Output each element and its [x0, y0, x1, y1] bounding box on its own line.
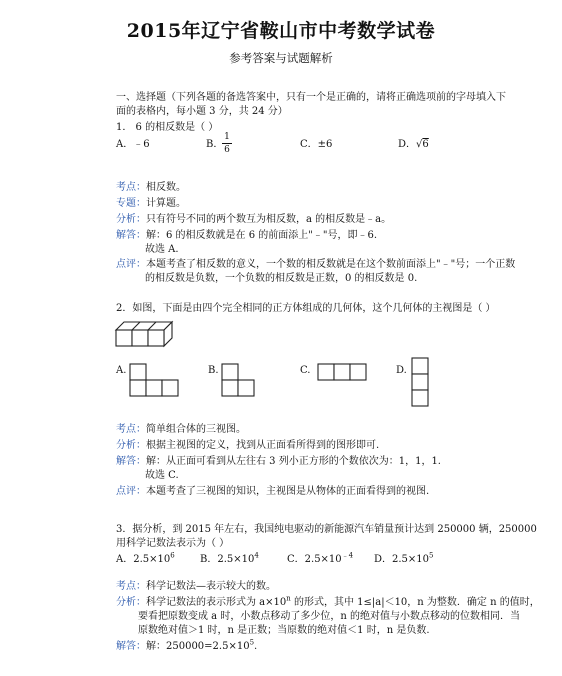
q3-option-b-exp: 4 [254, 551, 259, 560]
q1-zhuanti-tag: 专题： [116, 198, 146, 209]
q1-jieda-text: 解：6 的相反数就是在 6 的前面添上"﹣"号，即﹣6. [146, 230, 378, 241]
q2-jieda-tag: 解答： [116, 456, 146, 467]
page-title: 2015年辽宁省鞍山市中考数学试卷 [126, 20, 436, 42]
q2-jieda-line2: 故选 C. [145, 470, 179, 481]
q3-option-d-text: D．2.5×10 [374, 554, 430, 565]
q3-fenxi-line2: 要看把原数变成 a 时，小数点移动了多少位，n 的绝对值与小数点移动的位数相同．当 [138, 611, 520, 622]
q1-zhuanti [116, 197, 186, 210]
q2-option-c: C. [300, 365, 311, 376]
q2-option-d: D. [396, 365, 407, 376]
q2-option-a: A. [116, 365, 127, 376]
q2-stem: 2．如图，下面是由四个完全相同的正方体组成的几何体，这个几何体的主视图是（ ） [116, 303, 496, 314]
q1-option-c: C．±6 [300, 139, 333, 150]
q3-option-d-exp: 5 [429, 551, 434, 560]
q1-option-d-value: 6 [422, 139, 429, 150]
q1-option-a: A．﹣6 [116, 139, 150, 150]
q2-kaodian-tag: 考点： [116, 424, 146, 435]
page-subtitle: 参考答案与试题解析 [229, 51, 333, 65]
q2-fenxi [116, 439, 379, 452]
q3-fenxi-exp: n [286, 594, 291, 603]
q3-option-b-text: B．2.5×10 [200, 554, 255, 565]
q2-dianping [116, 485, 429, 498]
q2-kaodian-text: 简单组合体的三视图。 [146, 424, 246, 435]
q2-fenxi-tag: 分析： [116, 440, 146, 451]
q1-dianping-text: 本题考查了相反数的意义，一个数的相反数就是在这个数前面添上"﹣"号；一个正数 [146, 259, 516, 270]
q2-dianping-tag: 点评： [116, 486, 146, 497]
section-header-line1: 一、选择题（下列各题的备选答案中，只有一个是正确的，请将正确选项前的字母填入下 [116, 92, 506, 103]
q3-option-c-text: C．2.5×10 [287, 554, 342, 565]
q1-fenxi [116, 213, 391, 226]
q1-option-d [398, 138, 429, 151]
q2-fenxi-text: 根据主视图的定义，找到从正面看所得到的图形即可. [146, 440, 380, 451]
q1-dianping-tag: 点评： [116, 259, 146, 270]
q3-option-c [287, 553, 353, 566]
q1-jieda-tag: 解答： [116, 230, 146, 241]
q1-kaodian-tag: 考点： [116, 182, 146, 193]
q1-jieda-line2: 故选 A. [145, 244, 179, 255]
sqrt-icon: √ [416, 139, 423, 150]
q1-kaodian [116, 181, 186, 194]
q1-fenxi-text: 只有符号不同的两个数互为相反数，a 的相反数是﹣a。 [146, 214, 392, 225]
q3-option-a [116, 553, 175, 566]
q2-option-c-figure [318, 364, 370, 384]
q3-option-c-exp: ﹣4 [341, 551, 354, 560]
q3-fenxi [116, 596, 540, 609]
q1-option-d-label: D． [398, 139, 417, 150]
q3-jieda [116, 640, 257, 653]
q3-jieda-tag: 解答： [116, 641, 146, 652]
q1-zhuanti-text: 计算题。 [146, 198, 186, 209]
q3-option-d [374, 553, 434, 566]
q3-kaodian-tag: 考点： [116, 581, 146, 592]
q1-jieda [116, 229, 377, 242]
q2-option-a-figure [130, 364, 180, 400]
q3-option-a-text: A．2.5×10 [116, 554, 171, 565]
q3-jieda-exp: 5 [249, 638, 255, 647]
section-header-line2: 面的表格内，每小题 3 分，共 24 分） [116, 106, 288, 117]
q1-fenxi-tag: 分析： [116, 214, 146, 225]
q1-kaodian-text: 相反数。 [146, 182, 186, 193]
q3-fenxi-text-a: 科学记数法的表示形式为 a×10 [146, 597, 287, 608]
q2-jieda [116, 455, 441, 468]
q3-stem-line1: 3．据分析，到 2015 年左右，我国纯电驱动的新能源汽车销量预计达到 250000 辆，250000 [116, 524, 537, 535]
q2-jieda-text: 解：从正面可看到从左往右 3 列小正方形的个数依次为：1，1，1. [146, 456, 441, 467]
q1-option-b-fraction [222, 132, 232, 155]
q1-dianping [116, 258, 515, 271]
q3-jieda-end: . [254, 641, 258, 652]
q2-kaodian [116, 423, 246, 436]
q2-option-b: B. [208, 365, 219, 376]
q1-stem: 1． 6 的相反数是（ ） [116, 122, 219, 133]
q3-option-b [200, 553, 259, 566]
q2-dianping-text: 本题考查了三视图的知识，主视图是从物体的正面看得到的视图. [146, 486, 430, 497]
q3-fenxi-line3: 原数绝对值＞1 时，n 是正数；当原数的绝对值＜1 时，n 是负数. [138, 625, 430, 636]
q3-kaodian-text: 科学记数法—表示较大的数。 [146, 581, 276, 592]
q3-jieda-text: 解：250000=2.5×10 [146, 641, 250, 652]
q3-stem-line2: 用科学记数法表示为（ ） [116, 538, 230, 549]
q1-dianping-line2: 的相反数是负数，一个负数的相反数是正数，0 的相反数是 0. [145, 273, 418, 284]
q1-fraction-denominator: 6 [224, 145, 230, 155]
q3-kaodian [116, 580, 276, 593]
q1-fraction-numerator: 1 [224, 132, 230, 142]
q3-fenxi-text-b: 的形式，其中 1≤|a|＜10，n 为整数．确定 n 的值时， [290, 597, 540, 608]
q3-fenxi-tag: 分析： [116, 597, 146, 608]
q2-option-d-figure [412, 358, 432, 410]
q2-option-b-figure [222, 364, 258, 400]
q3-option-a-exp: 6 [170, 551, 175, 560]
q1-option-b-label: B． [206, 139, 224, 150]
q2-cube-figure [116, 320, 186, 356]
